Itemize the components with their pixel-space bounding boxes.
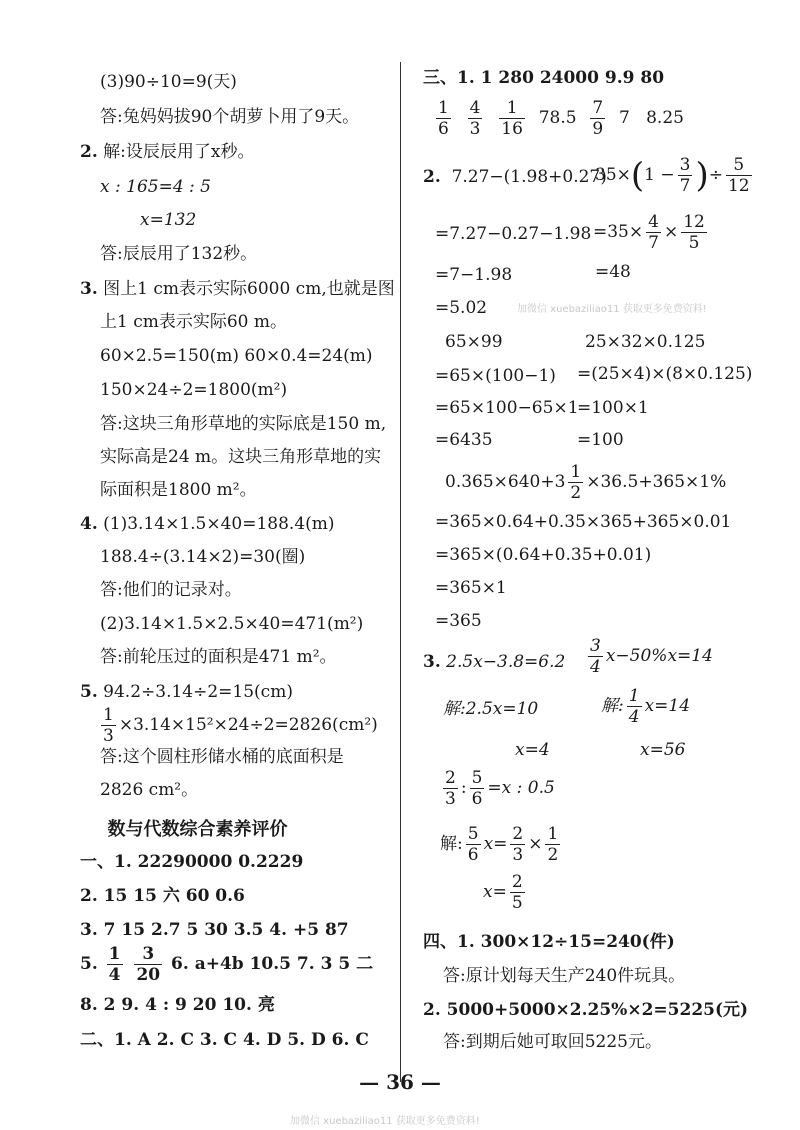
answer-row: 三、1. 1 280 24000 9.9 80 — [423, 68, 665, 88]
answer-row: 2. 5000+5000×2.25%×2=5225(元) — [423, 1000, 749, 1020]
answer-text: 解:设辰辰用了x秒。 — [103, 142, 255, 162]
calculation: =100 — [577, 430, 624, 450]
answer-text: 图上1 cm表示实际6000 cm,也就是图 — [103, 279, 395, 299]
calculation: (2)3.14×1.5×2.5×40=471(m²) — [100, 614, 364, 634]
answer-row: 8. 2 9. 4 : 9 20 10. 亮 — [80, 995, 275, 1015]
expression: 35×(1 − $\frac{3}{7}$ )÷ $\frac{5}{12}$ — [595, 155, 750, 196]
equation: x=56 — [640, 740, 686, 760]
answer-line: 答:原计划每天生产240件玩具。 — [443, 966, 686, 986]
fraction: $\frac{1}{3}$ — [103, 705, 114, 746]
question-number: 4. — [80, 514, 98, 534]
calculation: =365×1 — [435, 578, 507, 598]
answer-line: 答:辰辰用了132秒。 — [100, 244, 258, 264]
answer-line: (3)90÷10=9(天) — [100, 72, 237, 92]
calculation: 0.365×640+3 $\frac{1}{2}$ ×36.5+365×1% — [445, 462, 727, 503]
answer-line: 答:到期后她可取回5225元。 — [443, 1032, 662, 1052]
question-4 — [80, 512, 335, 536]
answer-line: 上1 cm表示实际60 m。 — [100, 312, 288, 332]
calculation: 25×32×0.125 — [585, 332, 706, 352]
equation: 解:2.5x=10 — [443, 699, 539, 719]
answer-row: 2. 15 15 六 60 0.6 — [80, 886, 245, 906]
calculation: =100×1 — [577, 398, 649, 418]
question-3 — [80, 277, 395, 301]
equation: 解: $\frac{1}{4}$ x=14 — [601, 686, 691, 727]
equation: x=4 — [515, 740, 550, 760]
equation: 解: $\frac{5}{6}$ x= $\frac{2}{3}$ × $\frac{1}{2}$ — [440, 824, 559, 865]
calculation: =5.02 — [435, 298, 488, 318]
calculation: =365×0.64+0.35×365+365×0.01 — [435, 512, 732, 532]
calculation: 150×24÷2=1800(m²) — [100, 380, 288, 400]
answer-line: 答:他们的记录对。 — [100, 580, 242, 600]
answer-line: 答:前轮压过的面积是471 m²。 — [100, 647, 337, 667]
fraction: $\frac{1}{4}$ — [108, 944, 121, 985]
answer-line: 际面积是1800 m²。 — [100, 480, 257, 500]
question-4: 四、1. 300×12÷15=240(件) — [423, 932, 675, 952]
question-3: 3. 2.5x−3.8=6.2 — [423, 652, 566, 672]
calculation: 65×99 — [445, 332, 503, 352]
answer-line: 答:这个圆柱形储水桶的底面积是 — [100, 747, 344, 767]
calculation: 94.2÷3.14÷2=15(cm) — [103, 682, 293, 702]
calculation: =(25×4)×(8×0.125) — [577, 364, 753, 384]
question-number: 2. — [80, 142, 98, 162]
equation: x=132 — [140, 210, 197, 230]
calculation: =35× $\frac{4}{7}$ × $\frac{12}{5}$ — [593, 212, 705, 253]
answer-row: 5. $\frac{1}{4}$ $\frac{3}{20}$ 6. a+4b 10.5 7. 3 5 二 — [80, 944, 374, 985]
calculation: 60×2.5=150(m) 60×0.4=24(m) — [100, 346, 373, 366]
question-number: 5. — [80, 682, 98, 702]
question-5 — [80, 680, 293, 704]
fraction: $\frac{3}{20}$ — [136, 944, 161, 985]
calculation: =65×100−65×1 — [435, 398, 579, 418]
section-heading: 数与代数综合素养评价 — [107, 819, 288, 840]
calculation: =365 — [435, 611, 482, 631]
calculation: =7−1.98 — [435, 265, 513, 285]
answer-row: 一、1. 22290000 0.2229 — [80, 852, 304, 872]
watermark: 加微信 xuebaziliao11 获取更多免费资料! — [290, 1116, 480, 1127]
answer-row: 3. 7 15 2.7 5 30 3.5 4. +5 87 — [80, 920, 349, 940]
question-2: 2. 7.27−(1.98+0.27) — [423, 167, 607, 187]
calculation: 188.4÷(3.14×2)=30(圈) — [100, 547, 306, 567]
calculation: =7.27−0.27−1.98 — [435, 224, 592, 244]
question-2 — [80, 140, 254, 164]
calculation: =365×(0.64+0.35+0.01) — [435, 545, 652, 565]
calculation: =65×(100−1) — [435, 366, 556, 386]
calculation: (1)3.14×1.5×40=188.4(m) — [103, 514, 335, 534]
answer-line: 答:这块三角形草地的实际底是150 m, — [100, 414, 387, 434]
column-divider — [400, 62, 401, 1082]
answer-line: 实际高是24 m。这块三角形草地的实 — [100, 447, 382, 467]
answer-line: 答:兔妈妈拔90个胡萝卜用了9天。 — [100, 107, 360, 127]
proportion: $\frac{2}{3}$ : $\frac{5}{6}$ =x : 0.5 — [445, 768, 555, 809]
answer-row: 二、1. A 2. C 3. C 4. D 5. D 6. C — [80, 1030, 369, 1050]
answer-row: $\frac{1}{6}$ $\frac{4}{3}$ $\frac{1}{16}$ 78.5 $\frac{7}{9}$ 7 8.25 — [438, 98, 684, 139]
calculation: $\frac{1}{3}$ ×3.14×15²×24÷2=2826(cm²) — [103, 705, 378, 746]
calculation: =6435 — [435, 430, 493, 450]
equation: x= $\frac{2}{5}$ — [483, 872, 523, 913]
equation: x : 165=4 : 5 — [100, 177, 211, 197]
question-number: 3. — [80, 279, 98, 299]
answer-line: 2826 cm²。 — [100, 780, 199, 800]
page-number: — 36 — — [359, 1070, 441, 1094]
watermark: 加微信 xuebaziliao11 获取更多免费资料! — [517, 304, 707, 315]
calculation: =48 — [595, 262, 631, 282]
equation: $\frac{3}{4}$ x−50%x=14 — [590, 636, 713, 677]
